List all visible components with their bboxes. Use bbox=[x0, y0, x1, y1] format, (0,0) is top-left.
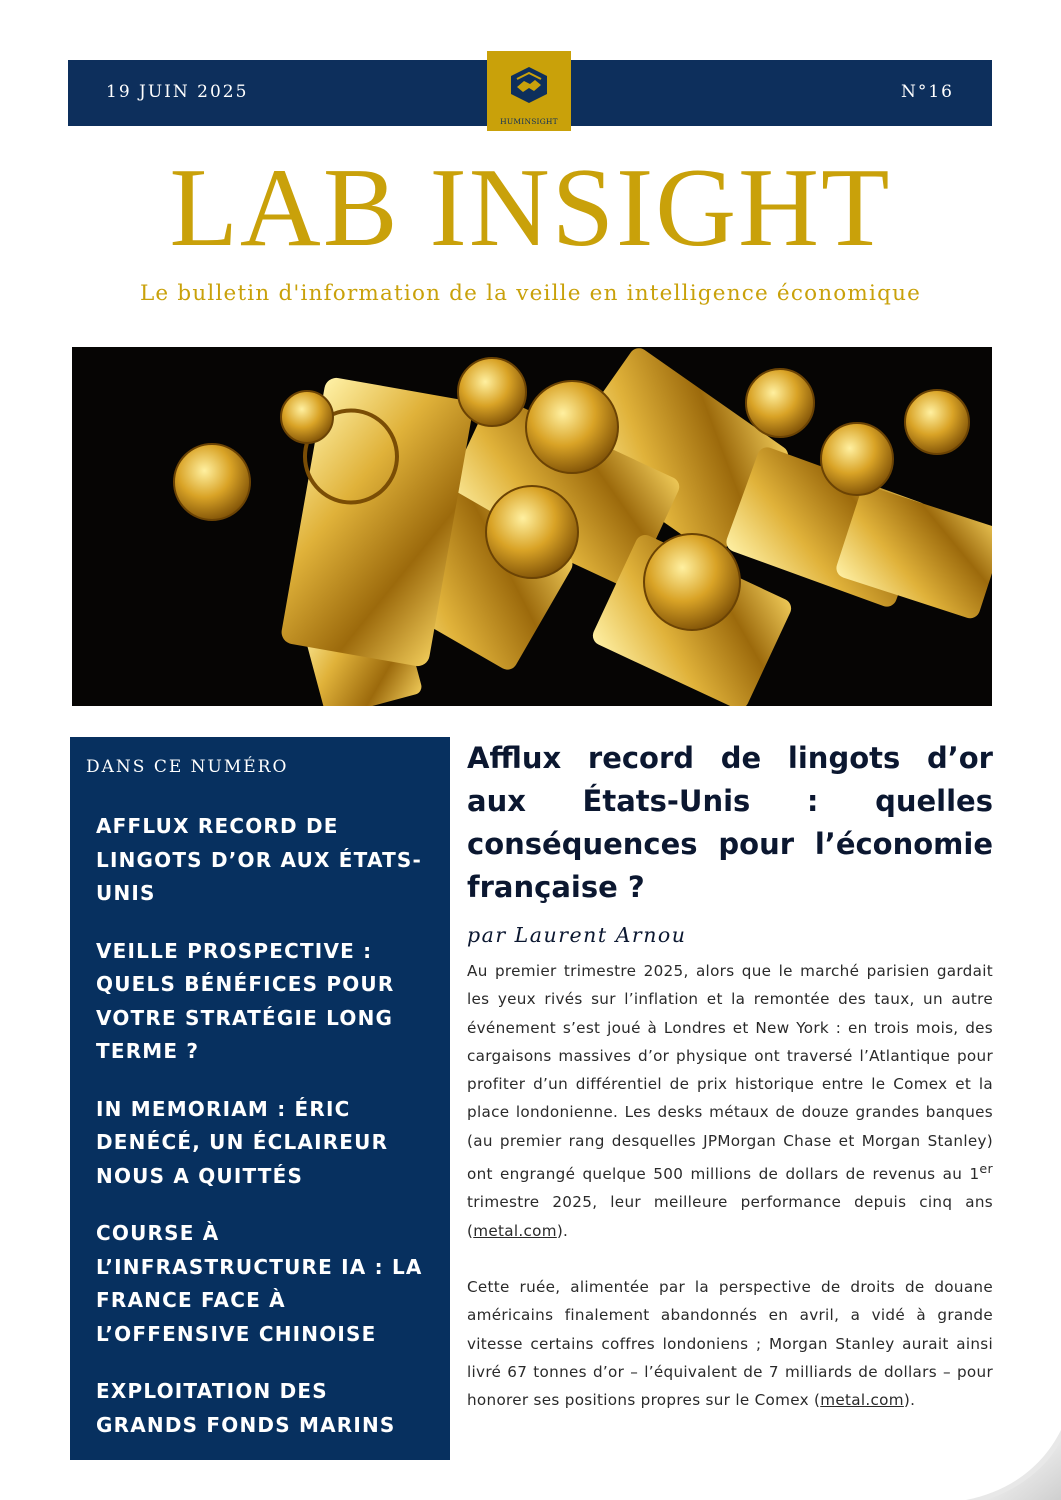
article-paragraph bbox=[467, 1273, 993, 1414]
toc-item[interactable]: AFFLUX RECORD DE LINGOTS D’OR AUX ÉTATS-UNIS bbox=[96, 814, 423, 905]
ordinal-superscript: er bbox=[979, 1161, 993, 1177]
page-curl-decoration bbox=[966, 1430, 1061, 1500]
toc-item[interactable]: VEILLE PROSPECTIVE : QUELS BÉNÉFICES POUR VOTRE STRATÉGIE LONG TERME ? bbox=[96, 938, 395, 1063]
paragraph-text: ). bbox=[903, 1391, 916, 1410]
toc-item[interactable]: EXPLOITATION DES GRANDS FONDS MARINS bbox=[96, 1379, 396, 1437]
source-link[interactable]: metal.com bbox=[820, 1391, 904, 1410]
logo-wordmark: HUMINSIGHT bbox=[500, 117, 558, 126]
issue-number: N°16 bbox=[900, 82, 954, 102]
toc-list bbox=[96, 810, 436, 1466]
article-paragraph bbox=[467, 957, 993, 1245]
source-link[interactable]: metal.com bbox=[473, 1221, 557, 1240]
toc-item[interactable]: IN MEMORIAM : ÉRIC DENÉCÉ, UN ÉCLAIREUR NOUS A QUITTÉS bbox=[96, 1096, 389, 1188]
main-article bbox=[467, 737, 993, 1415]
issue-date: 19 JUIN 2025 bbox=[106, 82, 249, 102]
table-of-contents bbox=[70, 737, 450, 1460]
paragraph-text: ). bbox=[556, 1221, 569, 1240]
toc-item[interactable]: COURSE À L’INFRASTRUCTURE IA : LA FRANCE FACE À L’OFFENSIVE CHINOISE bbox=[96, 1221, 423, 1346]
gold-bars-illustration bbox=[72, 347, 992, 706]
huminsight-logo bbox=[487, 51, 571, 131]
paragraph-text: trimestre 2025, leur meilleure performance depuis cinq ans ( bbox=[467, 1193, 993, 1240]
paragraph-text: Cette ruée, alimentée par la perspective de droits de douane américains finalement abandonnés en avril, a vidé à grande vitesse certains coffres londoniens ; Morgan Stanley aurait ainsi livré 67 tonnes d’or – l’équivalent de 7 milliards de dollars – pour honorer ses positions propres sur le Comex ( bbox=[467, 1278, 993, 1410]
masthead-subtitle: Le bulletin d'information de la veille en intelligence économique bbox=[139, 281, 922, 306]
article-title: Afflux record de lingots d’or aux États-Unis : quelles conséquences pour l’économie française ? bbox=[467, 741, 993, 904]
paragraph-text: Au premier trimestre 2025, alors que le marché parisien gardait les yeux rivés sur l’inflation et la remontée des taux, un autre événement s’est joué à Londres et New York : en trois mois, des cargaisons massives d’or physique ont traversé l’Atlantique pour profiter d’un différentiel de prix historique entre le Comex et la place londonienne. Les desks métaux de douze grandes banques (au premier rang desquelles JPMorgan Chase et Morgan Stanley) ont engrangé quelque 500 millions de dollars de revenus au 1 bbox=[467, 962, 993, 1184]
hero-gold-image bbox=[72, 347, 992, 706]
article-byline: par Laurent Arnou bbox=[467, 923, 687, 947]
handshake-hexagon-icon bbox=[508, 65, 550, 105]
masthead-title: LAB INSIGHT bbox=[169, 146, 892, 270]
toc-heading: DANS CE NUMÉRO bbox=[86, 757, 289, 777]
